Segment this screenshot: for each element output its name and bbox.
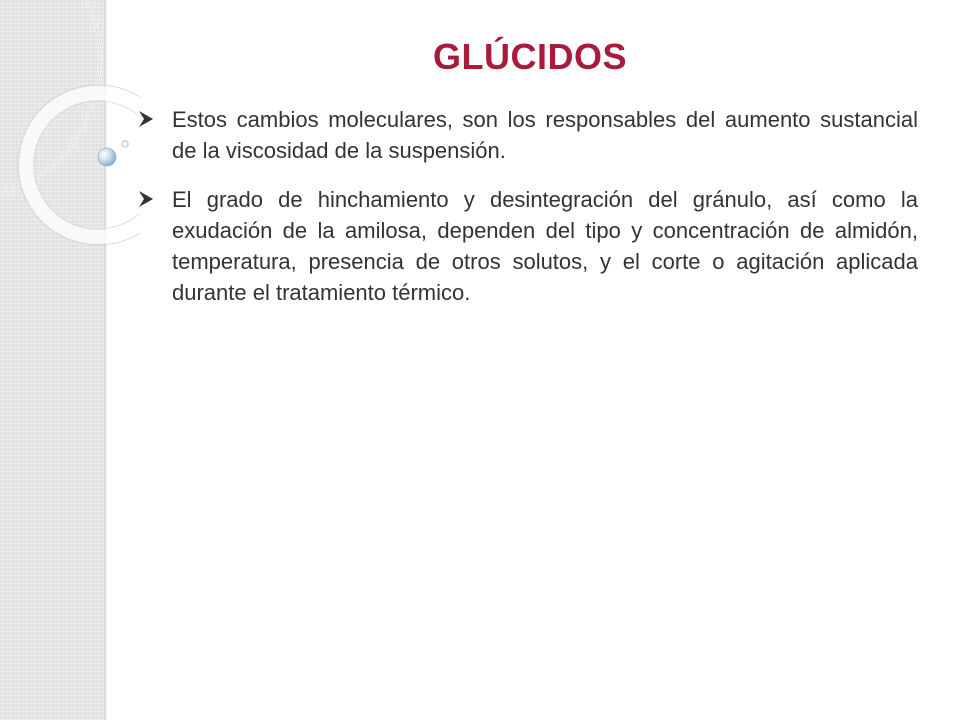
bullet-item: [132, 184, 918, 308]
bullet-text: Estos cambios moleculares, son los responsables del aumento sustancial de la viscosidad de la suspensión.: [172, 107, 918, 163]
arrowhead-bullet-icon: [138, 110, 154, 128]
decorative-circles: [0, 0, 140, 260]
bullet-item: [132, 104, 918, 166]
accent-dot-large: [98, 148, 116, 166]
accent-dot-small: [122, 141, 128, 147]
slide-title: GLÚCIDOS: [432, 36, 627, 77]
bullet-list: [132, 104, 918, 326]
arrowhead-bullet-icon: [138, 190, 154, 208]
bullet-text: El grado de hinchamiento y desintegración del gránulo, así como la exudación de la amilosa, dependen del tipo y concentración de almidón, temperatura, presencia de otros solutos, y el corte o agitación aplicada durante el tratamiento térmico.: [172, 187, 918, 305]
